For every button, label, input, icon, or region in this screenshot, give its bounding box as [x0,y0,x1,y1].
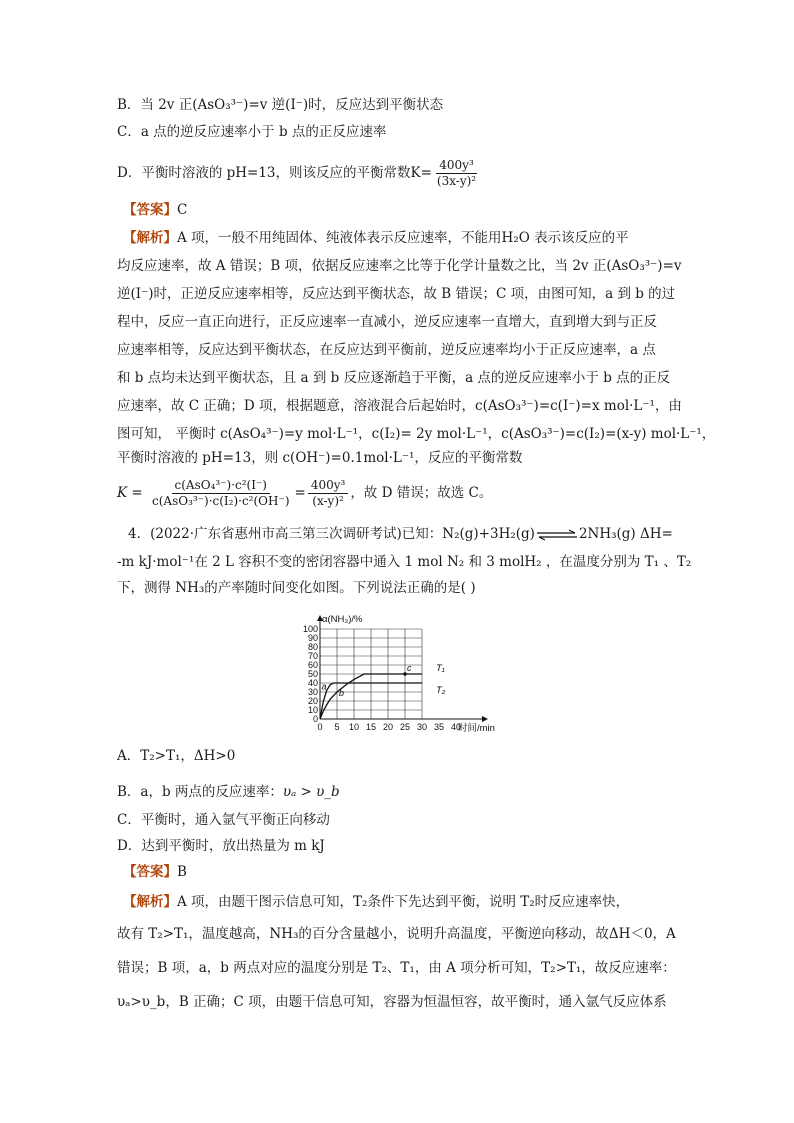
answer-2-tag: 【答案】 [123,864,177,880]
y-tick-label: 10 [307,705,318,715]
answer-1 [123,200,187,220]
answer-2 [123,862,187,882]
answer-1-value: C [177,202,188,218]
x-tick-label: 15 [365,722,377,732]
analysis-1-line-2: 均反应速率，故 A 错误；B 项，依据反应速率之比等于化学计量数之比，当 2v 正(AsO₃³⁻)=v [117,258,682,274]
question-4-line-1: 4．(2022·广东省惠州市高三第三次调研考试)已知：N₂(g)+3H₂(g) 2NH₃(g) ΔH= [128,526,673,542]
equilibrium-constant-expression: K = $\frac{\text{c(AsO₄³⁻)·c²(I⁻)}}{\text{c(AsO₃³⁻)·c(I₂)·c²(OH⁻)}}$ = $\frac{\text{400y³}}{\text{(x-y)²}}$ ，故 D 错误；故选 C。 [117,478,493,508]
y-tick-label: 80 [307,642,318,652]
x-tick-label: 0 [317,722,323,732]
analysis-1-line-8: 图可知， 平衡时 c(AsO₄³⁻)=y mol·L⁻¹，c(I₂)= 2y mol·L⁻¹，c(AsO₃³⁻)=c(I₂)=(x-y) mol·L⁻¹， [117,426,716,442]
option-d-prev-text: D．平衡时溶液的 pH=13，则该反应的平衡常数K= [117,165,432,181]
y-tick-label: 0 [312,714,318,724]
nh3-yield-chart [286,612,526,740]
analysis-2-line-1: 【解析】A 项，由题干图示信息可知，T₂条件下先达到平衡，说明 T₂时反应速率快， [123,894,630,910]
option-d-fraction: $\frac{\text{400y³}}{\text{(3x-y)²}}$ [436,158,477,188]
answer-2-value: B [177,864,187,880]
q4-option-b: B．a，b 两点的反应速率：υₐ > υ_b [117,784,340,800]
analysis-1-line-9: 平衡时溶液的 pH=13，则 c(OH⁻)=0.1mol·L⁻¹，反应的平衡常数 [117,450,523,466]
q4-option-a: A．T₂>T₁，ΔH>0 [117,748,236,764]
option-c-prev: C．a 点的逆反应速率小于 b 点的正反应速率 [117,124,387,140]
k-fraction-2: $\frac{\text{400y³}}{\text{(x-y)²}}$ [308,478,349,509]
point-label-b: b [339,688,345,698]
analysis-1-line-5: 应速率相等，反应达到平衡状态，在反应达到平衡前，逆反应速率均小于正反应速率，a 点 [117,342,656,358]
x-tick-label: 35 [433,722,445,732]
series-1-label: T₁ [436,663,445,674]
x-tick-label: 40 [450,722,462,732]
chart-axes [317,615,488,722]
y-tick-label: 20 [307,696,318,706]
q4-option-c: C．平衡时，通入氩气平衡正向移动 [117,812,330,828]
question-4-line-3: 下，测得 NH₃的产率随时间变化如图。下列说法正确的是( ) [117,580,476,596]
option-d-prev [117,158,481,189]
y-axis-label: α(NH₃)/% [322,614,363,625]
point-label-c: c [407,663,412,673]
x-tick-label: 25 [399,722,411,732]
y-tick-label: 100 [302,624,318,634]
y-tick-label: 70 [307,651,318,661]
question-4-line-2: -m kJ·mol⁻¹在 2 L 容积不变的密闭容器中通入 1 mol N₂ 和 3 molH₂ ，在温度分别为 T₁ 、T₂ [117,554,692,570]
x-tick-label: 5 [334,722,340,732]
series-2-label: T₂ [436,685,446,696]
analysis-1-line-4: 程中，反应一直正向进行，正反应速率一直减小，逆反应速率一直增大，直到增大到与正反 [117,314,657,330]
x-tick-label: 20 [382,722,394,732]
analysis-1-line-6: 和 b 点均未达到平衡状态，且 a 到 b 反应逐渐趋于平衡，a 点的逆反应速率小于 b 点的正反 [117,370,671,386]
y-tick-label: 90 [307,633,318,643]
y-tick-label: 60 [307,660,318,670]
y-tick-label: 50 [307,669,318,679]
equilibrium-arrow-icon [535,529,579,541]
analysis-1-line-7: 应速率，故 C 正确；D 项，根据题意，溶液混合后起始时，c(AsO₃³⁻)=c(I⁻)=x mol·L⁻¹，由 [117,398,682,414]
k-label: K = [117,485,143,501]
point-label-a: a [321,681,327,692]
y-tick-label: 40 [307,678,318,688]
y-tick-label: 30 [307,687,318,697]
answer-1-tag: 【答案】 [123,202,177,218]
analysis-2-line-2: 故有 T₂>T₁，温度越高，NH₃的百分含量越小，说明升高温度，平衡逆向移动，故ΔH＜0，A [117,926,676,942]
analysis-2-line-3: 错误；B 项，a，b 两点对应的温度分别是 T₂、T₁，由 A 项分析可知，T₂>T₁，故反应速率： [117,960,676,976]
k-tail: ，故 D 错误；故选 C。 [350,485,493,501]
x-axis-arrow [482,716,488,722]
analysis-1-line-1: 【解析】A 项，一般不用纯固体、纯液体表示反应速率，不能用H₂O 表示该反应的平 [123,230,629,246]
q4-option-b-expr: υₐ > υ_b [282,784,340,800]
x-axis-label: 时间/min [458,723,495,734]
x-tick-label: 30 [416,722,428,732]
k-fraction-1: $\frac{\text{c(AsO₄³⁻)·c²(I⁻)}}{\text{c(AsO₃³⁻)·c(I₂)·c²(OH⁻)}}$ [152,478,290,508]
analysis-2-line-4: υₐ>υ_b，B 正确；C 项，由题干信息可知，容器为恒温恒容，故平衡时，通入氩气反应体系 [117,994,667,1010]
analysis-1-tag: 【解析】 [123,230,177,246]
analysis-2-tag: 【解析】 [123,894,177,910]
analysis-1-line-3: 逆(I⁻)时，正逆反应速率相等，反应达到平衡状态，故 B 错误；C 项，由图可知，a 到 b 的过 [117,286,676,302]
option-b-prev: B．当 2v 正(AsO₃³⁻)=v 逆(I⁻)时，反应达到平衡状态 [117,97,444,113]
q4-option-d: D．达到平衡时，放出热量为 m kJ [117,838,325,854]
x-tick-label: 10 [348,722,360,732]
